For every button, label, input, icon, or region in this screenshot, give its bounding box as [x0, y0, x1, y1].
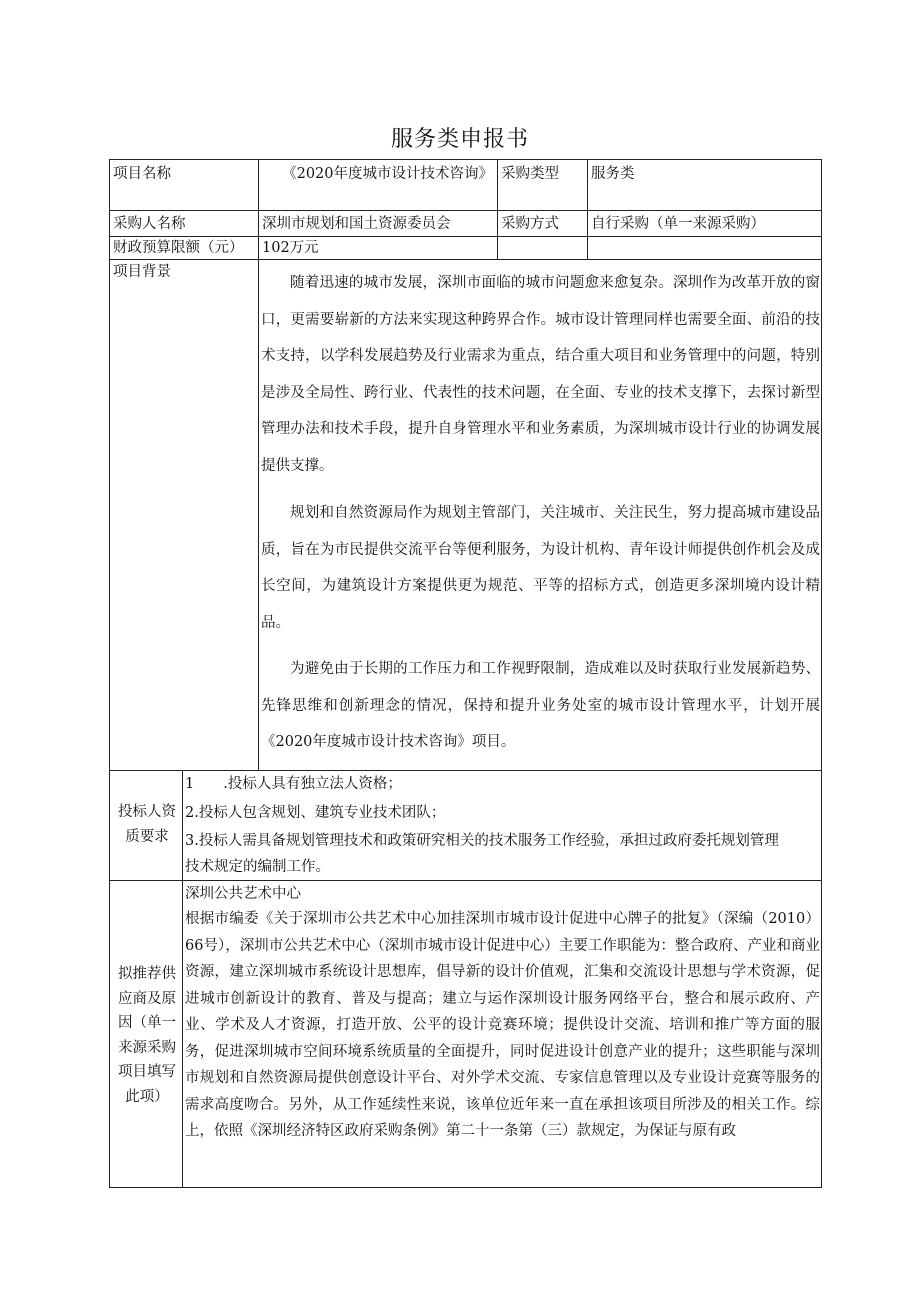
budget-label: 财政预算限额（元）	[113, 240, 244, 256]
purchaser-value: 深圳市规划和国土资源委员会	[262, 216, 451, 232]
page-title: 服务类申报书	[390, 127, 529, 152]
budget-value: 102万元	[262, 240, 319, 256]
qualification-item-4: 技术规定的编制工作。	[185, 859, 330, 875]
supplier-reason: 根据市编委《关于深圳市公共艺术中心加挂深圳市城市设计促进中心牌子的批复》（深编（2010）66号），深圳市公共艺术中心（深圳市城市设计促进中心）主要工作职能为：整合政府、产业和商业资源，建立深圳城市系统设计思想库，倡导新的设计价值观，汇集和交流设计思想与学术资源，促进城市创新设计的教育、普及与提高；建立与运作深圳设计服务网络平台，整合和展示政府、产业、学术及人才资源，打造开放、公平的设计竞赛环境；提供设计交流、培训和推广等方面的服务，促进深圳城市空间环境系统质量的全面提升，同时促进设计创意产业的提升；这些职能与深圳市规划和自然资源局提供创意设计平台、对外学术交流、专家信息管理以及专业设计竞赛等服务的需求高度吻合。另外，从工作延续性来说，该单位近年来一直在承担该项目所涉及的相关工作。综上，依照《深圳经济特区政府采购条例》第二十一条第（三）款规定，为保证与原有政	[185, 911, 820, 1139]
project-name-label: 项目名称	[113, 166, 171, 182]
procurement-type-value: 服务类	[591, 166, 635, 182]
procurement-method-label: 采购方式	[501, 216, 559, 232]
purchaser-label: 采购人名称	[113, 216, 186, 232]
row-divider	[109, 880, 822, 881]
background-paragraph-1: 随着迅速的城市发展，深圳市面临的城市问题愈来愈复杂。深圳作为改革开放的窗口，更需要崭新的方法来实现这种跨界合作。城市设计管理同样也需要全面、前沿的技术支持，以学科发展趋势及行业需求为重点，结合重大项目和业务管理中的问题，特别是涉及全局性、跨行业、代表性的技术问题，在全面、专业的技术支撑下，去探讨新型管理办法和技术手段，提升自身管理水平和业务素质，为深圳城市设计行业的协调发展提供支撑。	[261, 275, 820, 474]
procurement-type-label: 采购类型	[501, 166, 559, 182]
supplier-label: 拟推荐供应商及原因（单一来源采购项目填写此项）	[118, 966, 176, 1105]
qualification-item-2: 2.投标人包含规划、建筑专业技术团队；	[185, 805, 446, 821]
column-divider	[182, 770, 183, 1187]
project-name-value: 《2020年度城市设计技术咨询》	[282, 166, 493, 182]
background-paragraph-2: 规划和自然资源局作为规划主管部门，关注城市、关注民生，努力提高城市建设品质，旨在为市民提供交流平台等便利服务，为设计机构、青年设计师提供创作机会及成长空间，为建筑设计方案提供更为规范、平等的招标方式，创造更多深圳境内设计精品。	[261, 505, 820, 631]
qualification-label: 投标人资质要求	[118, 804, 176, 845]
procurement-method-value: 自行采购（单一来源采购）	[591, 216, 765, 232]
table-border-left	[109, 159, 110, 1188]
table-border-bottom	[109, 1187, 822, 1188]
qualification-item-3: 3.投标人需具备规划管理技术和政策研究相关的技术服务工作经验，承担过政府委托规划管理	[185, 833, 779, 849]
background-paragraph-3: 为避免由于长期的工作压力和工作视野限制，造成难以及时获取行业发展新趋势、先锋思维和创新理念的情况，保持和提升业务处室的城市设计管理水平，计划开展《2020年度城市设计技术咨询》项目。	[261, 661, 820, 750]
supplier-name: 深圳公共艺术中心	[185, 886, 301, 902]
background-label: 项目背景	[113, 264, 171, 280]
table-border-right	[821, 159, 822, 1188]
qualification-item-1: 1 .投标人具有独立法人资格；	[185, 776, 402, 792]
row-divider	[109, 770, 822, 771]
